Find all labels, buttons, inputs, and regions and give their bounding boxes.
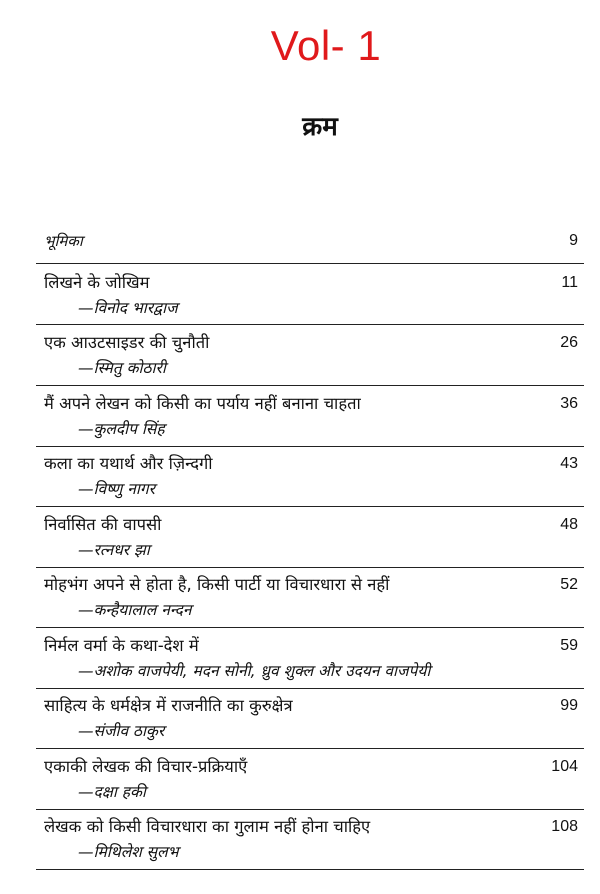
contents-heading: क्रम bbox=[302, 112, 338, 142]
entry-author: —विष्णु नागर bbox=[78, 480, 155, 498]
entry-author: —कन्हैयालाल नन्दन bbox=[78, 601, 192, 619]
entry-author: —रत्नधर झा bbox=[78, 541, 150, 559]
toc-entry bbox=[44, 570, 578, 628]
toc-entry bbox=[44, 268, 578, 326]
entry-author: —अशोक वाजपेयी, मदन सोनी, ध्रुव शुक्ल और उदयन वाजपेयी bbox=[78, 662, 431, 680]
entry-author: —संजीव ठाकुर bbox=[78, 722, 165, 740]
toc-entry bbox=[44, 510, 578, 568]
entry-title: लिखने के जोखिम bbox=[44, 273, 150, 292]
toc-entry bbox=[44, 691, 578, 749]
toc-entry bbox=[44, 449, 578, 507]
toc-entry bbox=[44, 631, 578, 689]
entry-title: मोहभंग अपने से होता है, किसी पार्टी या विचारधारा से नहीं bbox=[44, 575, 390, 594]
divider-rule bbox=[36, 627, 584, 628]
entry-title: एक आउटसाइडर की चुनौती bbox=[44, 333, 210, 352]
entry-title: मैं अपने लेखन को किसी का पर्याय नहीं बनाना चाहता bbox=[44, 394, 361, 413]
entry-page-number: 43 bbox=[560, 455, 578, 472]
divider-rule bbox=[36, 567, 584, 568]
entry-page-number: 11 bbox=[561, 274, 578, 291]
preface-page-number: 9 bbox=[569, 232, 578, 249]
entry-title: एकाकी लेखक की विचार-प्रक्रियाएँ bbox=[44, 757, 248, 776]
entry-page-number: 48 bbox=[560, 516, 578, 533]
entry-author: —विनोद भारद्वाज bbox=[78, 299, 178, 317]
preface-title: भूमिका bbox=[44, 232, 83, 250]
toc-entry bbox=[44, 328, 578, 386]
entry-title: लेखक को किसी विचारधारा का गुलाम नहीं होना चाहिए bbox=[44, 817, 371, 836]
entry-author: —स्मितु कोठारी bbox=[78, 359, 166, 377]
entry-title: निर्वासित की वापसी bbox=[44, 515, 162, 534]
divider-rule bbox=[36, 263, 584, 264]
entry-title: कला का यथार्थ और ज़िन्दगी bbox=[44, 454, 213, 473]
entry-page-number: 59 bbox=[560, 637, 578, 654]
entry-page-number: 52 bbox=[560, 576, 578, 593]
entry-author: —दक्षा हकी bbox=[78, 783, 146, 801]
entry-page-number: 36 bbox=[560, 395, 578, 412]
divider-rule bbox=[36, 385, 584, 386]
toc-entry-preface bbox=[44, 226, 578, 256]
toc-entry bbox=[44, 752, 578, 810]
divider-rule bbox=[36, 869, 584, 870]
entry-title: निर्मल वर्मा के कथा-देश में bbox=[44, 636, 199, 655]
divider-rule bbox=[36, 688, 584, 689]
toc-entry bbox=[44, 812, 578, 870]
entry-page-number: 26 bbox=[560, 334, 578, 351]
divider-rule bbox=[36, 446, 584, 447]
entry-page-number: 108 bbox=[551, 818, 578, 835]
divider-rule bbox=[36, 506, 584, 507]
toc-entry bbox=[44, 389, 578, 447]
entry-author: —कुलदीप सिंह bbox=[78, 420, 165, 438]
entry-title: साहित्य के धर्मक्षेत्र में राजनीति का कुरुक्षेत्र bbox=[44, 696, 293, 715]
entry-page-number: 99 bbox=[560, 697, 578, 714]
divider-rule bbox=[36, 809, 584, 810]
divider-rule bbox=[36, 324, 584, 325]
entry-author: —मिथिलेश सुलभ bbox=[78, 843, 179, 861]
divider-rule bbox=[36, 748, 584, 749]
volume-label: Vol- 1 bbox=[270, 22, 382, 69]
entry-page-number: 104 bbox=[551, 758, 578, 775]
